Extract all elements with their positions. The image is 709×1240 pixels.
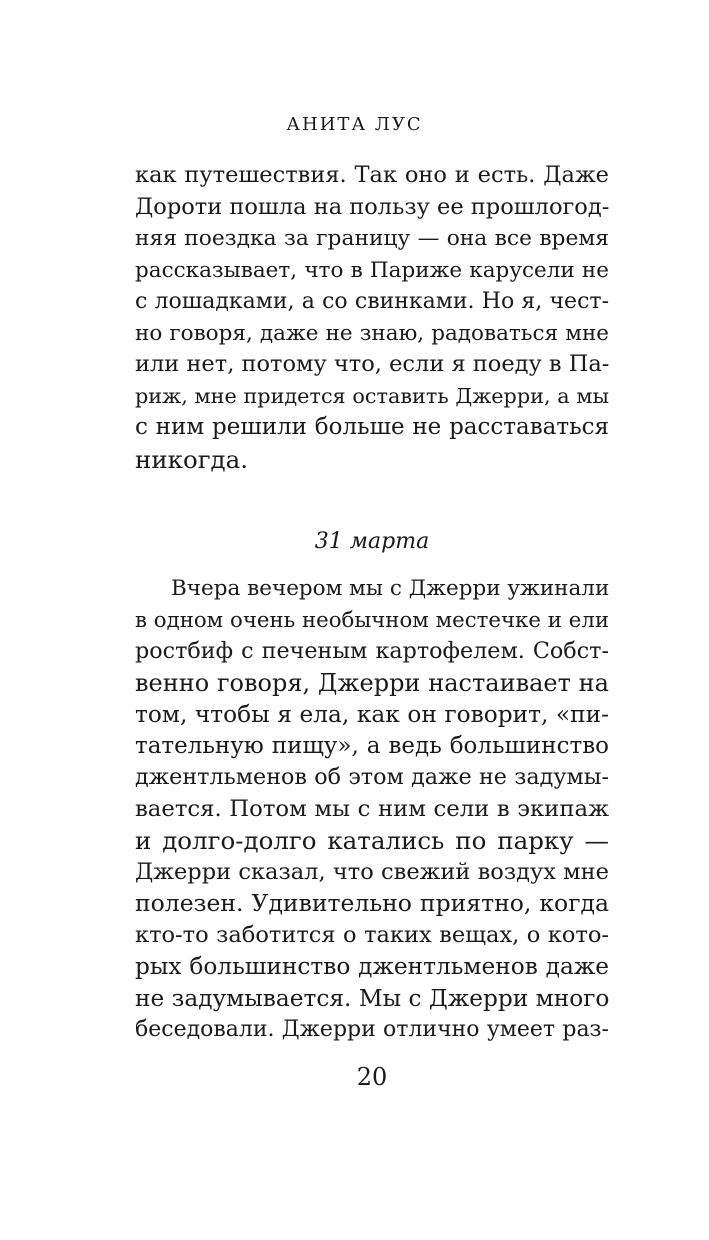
text-line: и долго-долго катались по парку — (135, 826, 609, 855)
diary-date-heading: 31 марта (314, 529, 430, 554)
text-line: рассказывает, что в Париже карусели не (135, 257, 609, 283)
page-number: 20 (356, 1063, 388, 1091)
text-line: но говоря, даже не знаю, радоваться мне (135, 320, 609, 346)
text-line: беседовали. Джерри отлично умеет раз- (135, 1017, 609, 1042)
text-line: никогда. (135, 444, 249, 474)
text-line: в одном очень необычном местечке и ели (135, 607, 609, 633)
text-line: или нет, потому что, если я поеду в Па- (135, 351, 610, 377)
text-line: рых большинство джентльменов даже (135, 953, 609, 980)
text-line: как путешествия. Так оно и есть. Даже (135, 162, 609, 188)
text-line: венно говоря, Джерри настаивает на (135, 668, 609, 697)
text-line: няя поездка за границу — она все время (135, 226, 609, 251)
text-line: Джерри сказал, что свежий воздух мне (135, 858, 609, 885)
paragraph-diary-entry (135, 573, 609, 1046)
text-line: с ним решили больше не расставаться (135, 414, 609, 440)
running-header-author: АНИТА ЛУС (286, 114, 423, 135)
text-line: ростбиф с печеным картофелем. Собст- (135, 638, 609, 664)
text-line: том, чтобы я ела, как он говорит, «пи- (135, 701, 609, 728)
text-line: Вчера вечером мы с Джерри ужинали (171, 576, 610, 601)
text-line: тательную пищу», а ведь большинство (135, 732, 609, 759)
text-line: полезен. Удивительно приятно, когда (135, 889, 609, 917)
paragraph-continued (135, 160, 609, 475)
text-line: не задумывается. Мы с Джерри много (135, 984, 610, 1012)
text-line: риж, мне придется оставить Джерри, а мы (135, 383, 609, 408)
text-line: джентльменов об этом даже не задумы- (135, 764, 609, 790)
text-line: кто-то заботится о таких вещах, о кото- (135, 921, 609, 948)
text-line: Дороти пошла на пользу ее прошлогод- (135, 193, 610, 220)
text-line: с лошадками, а со свинками. Но я, чест- (135, 289, 609, 314)
text-line: вается. Потом мы с ним сели в экипаж (135, 795, 609, 822)
